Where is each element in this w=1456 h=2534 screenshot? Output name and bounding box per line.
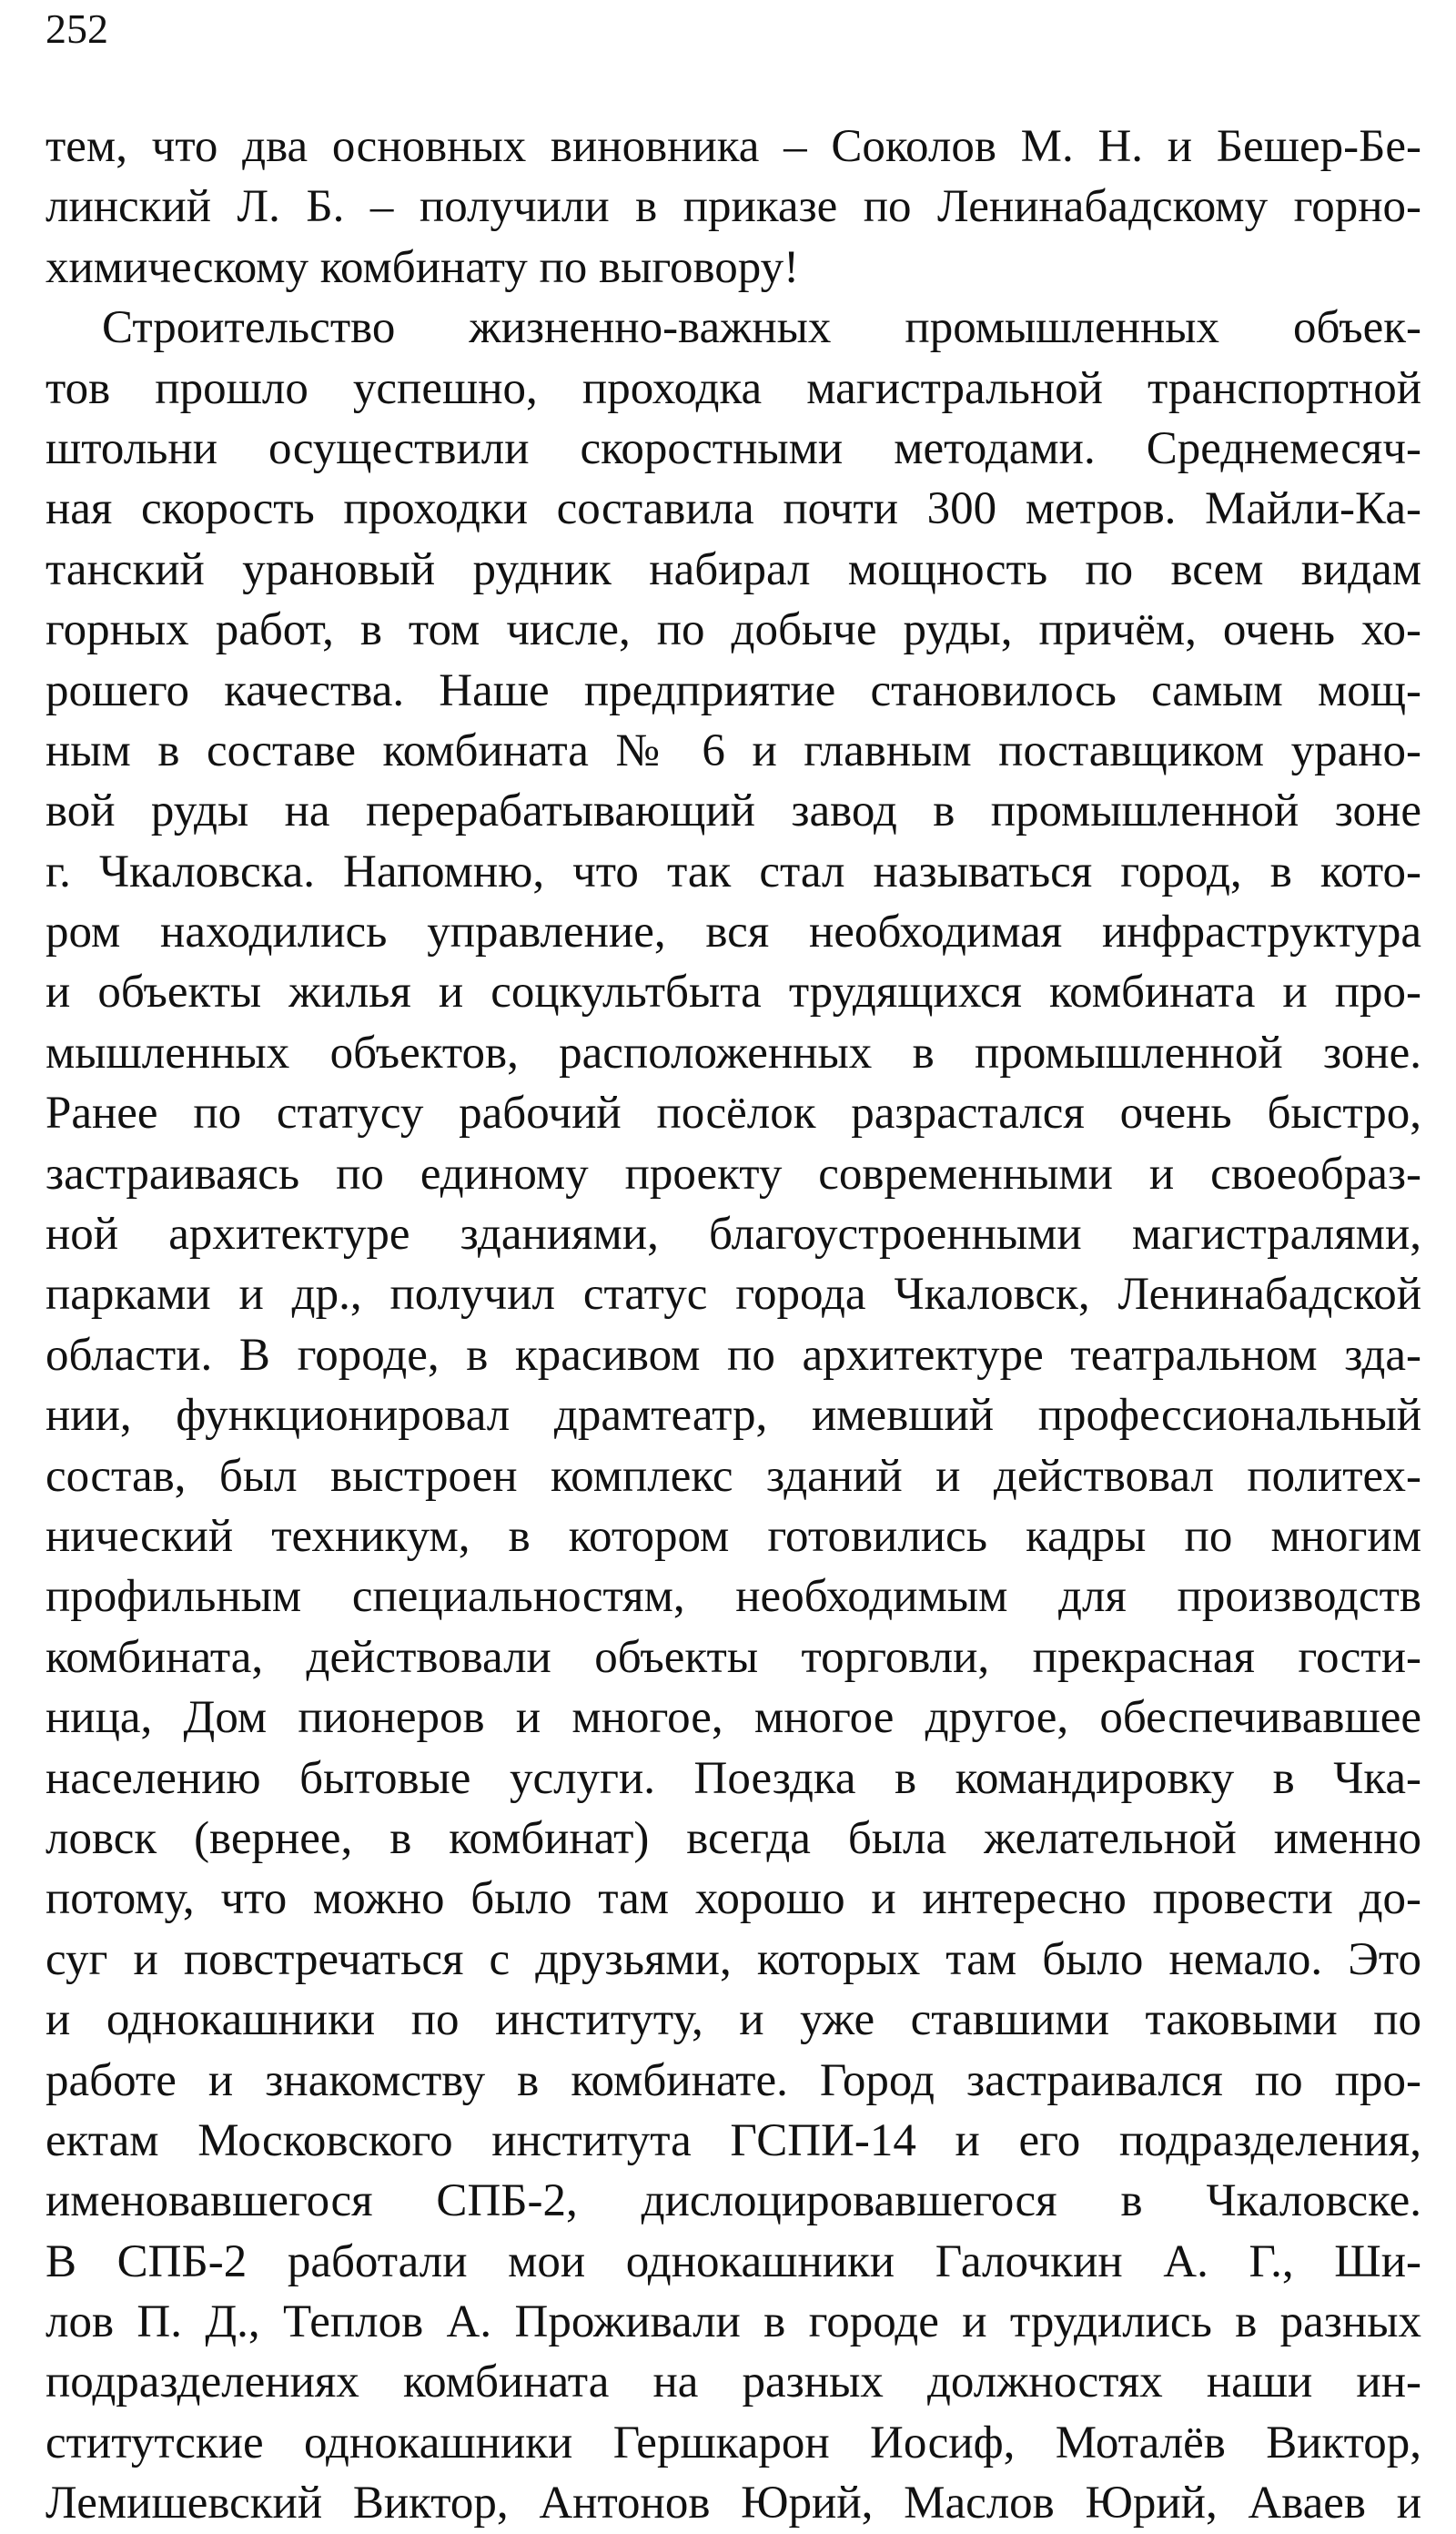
body-text [46,117,1421,2534]
text-line: состав, был выстроен комплекс зданий и действовал политех- [46,1450,1421,1502]
text-line: лов П. Д., Теплов А. Проживали в городе и трудились в разных [46,2296,1421,2348]
text-line: ектам Московского института ГСПИ-14 и его подразделения, [46,2114,1421,2166]
text-line: ным в составе комбината № 6 и главным поставщиком урано- [46,725,1421,776]
page-number: 252 [46,5,108,52]
text-line: Строительство жизненно-важных промышленных объек- [102,302,1421,354]
text-line: химическому комбинату по выговору! [46,241,800,293]
text-line: работе и знакомству в комбинате. Город застраивался по про- [46,2054,1421,2106]
text-line: вой руды на перерабатывающий завод в промышленной зоне [46,786,1421,837]
text-line: и объекты жилья и соцкультбыта трудящихся комбината и про- [46,967,1421,1019]
paragraph [46,298,1421,2533]
text-line: горных работ, в том числе, по добыче руды, причём, очень хо- [46,604,1421,656]
text-line: застраиваясь по единому проекту современными и своеобраз- [46,1148,1421,1200]
text-line: г. Чкаловска. Напомню, что так стал называться город, в кото- [46,846,1421,897]
text-line: ловск (вернее, в комбинат) всегда была желательной именно [46,1812,1421,1864]
paragraph [46,117,1421,298]
text-line: парками и др., получил статус города Чкаловск, Ленинабадской [46,1269,1421,1321]
text-line: ром находились управление, вся необходимая инфраструктура [46,907,1421,958]
text-line: тов прошло успешно, проходка магистральной транспортной [46,362,1421,414]
text-line: потому, что можно было там хорошо и интересно провести до- [46,1873,1421,1925]
text-line: тем, что два основных виновника – Соколов М. Н. и Бешер-Бе- [46,121,1421,172]
text-line: профильным специальностям, необходимым для производств [46,1571,1421,1623]
text-line: ститутские однокашники Гершкарон Иосиф, Моталёв Виктор, [46,2417,1421,2468]
text-line: ной архитектуре зданиями, благоустроенными магистралями, [46,1209,1421,1261]
text-line: танский урановый рудник набирал мощность по всем видам [46,543,1421,595]
text-line: населению бытовые услуги. Поездка в командировку в Чка- [46,1752,1421,1804]
text-line: В СПБ-2 работали мои однокашники Галочкин А. Г., Ши- [46,2235,1421,2287]
text-line: нический техникум, в котором готовились кадры по многим [46,1510,1421,1562]
text-line: суг и повстречаться с друзьями, которых там было немало. Это [46,1933,1421,1985]
text-line: ница, Дом пионеров и многое, многое другое, обеспечивавшее [46,1692,1421,1744]
text-line: Ранее по статусу рабочий посёлок разрастался очень быстро, [46,1088,1421,1140]
text-line: подразделениях комбината на разных должностях наши ин- [46,2357,1421,2408]
text-line: области. В городе, в красивом по архитектуре театральном зда- [46,1329,1421,1381]
text-line: ная скорость проходки составила почти 300 метров. Майли-Ка- [46,483,1421,535]
text-line: штольни осуществили скоростными методами. Среднемесяч- [46,422,1421,474]
text-line: линский Л. Б. – получили в приказе по Ленинабадскому горно- [46,181,1421,233]
text-line: мышленных объектов, расположенных в промышленной зоне. [46,1027,1421,1079]
text-line: и однокашники по институту, и уже ставшими таковыми по [46,1994,1421,2046]
text-line: именовавшегося СПБ-2, дислоцировавшегося в Чкаловске. [46,2175,1421,2227]
text-line: Лемишевский Виктор, Антонов Юрий, Маслов Юрий, Аваев и [46,2478,1421,2529]
text-line: нии, функционировал драмтеатр, имевший профессиональный [46,1390,1421,1442]
text-line: рошего качества. Наше предприятие становилось самым мощ- [46,664,1421,716]
text-line: комбината, действовали объекты торговли, прекрасная гости- [46,1631,1421,1683]
